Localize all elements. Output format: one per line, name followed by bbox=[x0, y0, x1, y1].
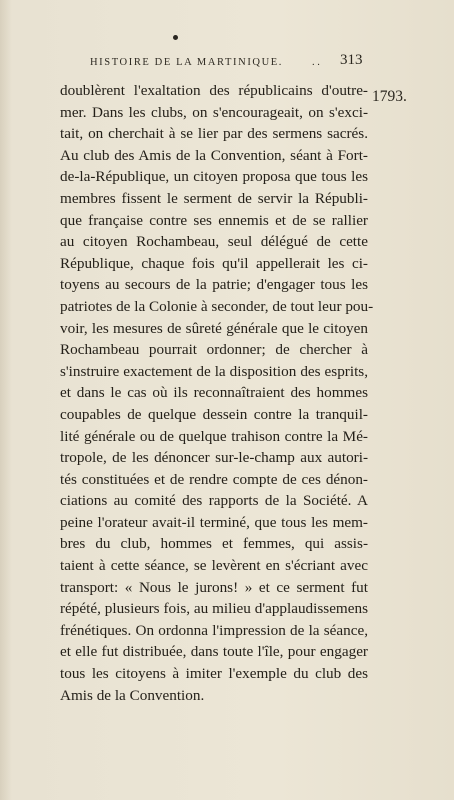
text-line: frénétiques. On ordonna l'impression de la séance, bbox=[60, 621, 368, 639]
margin-year: 1793. bbox=[372, 88, 407, 105]
text-line: mer. Dans les clubs, on s'encourageait, on s'exci- bbox=[60, 103, 368, 121]
text-line: que française contre ses ennemis et de se rallier bbox=[60, 211, 368, 229]
text-line: membres fissent le serment de servir la Républi- bbox=[60, 189, 368, 207]
body-text bbox=[60, 80, 374, 706]
text-line: taient à cette séance, se levèrent en s'écriant avec bbox=[60, 557, 368, 575]
text-line: transport: « Nous le jurons! » et ce serment fut bbox=[60, 578, 368, 596]
text-line: Amis de la Convention. bbox=[60, 686, 205, 704]
text-line: tés constituées et de rendre compte de ces dénon- bbox=[60, 470, 368, 488]
text-line: voir, les mesures de sûreté générale que le citoyen bbox=[60, 319, 368, 337]
text-line: République, chaque fois qu'il appellerait les ci- bbox=[60, 254, 368, 272]
text-line: coupables de quelque dessein contre la tranquil- bbox=[60, 405, 368, 423]
text-line: tait, on cherchait à se lier par des sermens sacrés. bbox=[60, 125, 368, 143]
text-line: ciations au comité des rapports de la Société. A bbox=[60, 492, 368, 510]
text-line: répété, plusieurs fois, au milieu d'applaudissemens bbox=[60, 600, 368, 618]
text-line: toyens au secours de la patrie; d'engager tous les bbox=[60, 276, 368, 294]
text-line: patriotes de la Colonie à seconder, de tout leur pou- bbox=[60, 297, 374, 315]
page-number: 313 bbox=[340, 52, 363, 68]
text-line: Rochambeau pourrait ordonner; de chercher à bbox=[60, 341, 368, 359]
header-dots: . . bbox=[312, 57, 320, 68]
text-line: et dans le cas où ils reconnaîtraient des hommes bbox=[60, 384, 368, 402]
text-line: lité générale ou de quelque trahison contre la Mé- bbox=[60, 427, 368, 445]
text-line: doublèrent l'exaltation des républicains d'outre- bbox=[60, 82, 368, 99]
text-line: s'instruire exactement de la disposition des esprits, bbox=[60, 362, 368, 380]
text-line: au citoyen Rochambeau, seul délégué de cette bbox=[60, 233, 368, 251]
text-line: tropole, de les dénoncer sur-le-champ aux autori- bbox=[60, 449, 368, 467]
text-line: de-la-République, un citoyen proposa que tous les bbox=[60, 168, 368, 186]
text-line: tous les citoyens à imiter l'exemple du club des bbox=[60, 665, 368, 683]
running-title: HISTOIRE DE LA MARTINIQUE. bbox=[90, 57, 284, 68]
text-line: peine l'orateur avait-il terminé, que tous les mem- bbox=[60, 513, 368, 531]
text-line: et elle fut distribuée, dans toute l'île, pour engager bbox=[60, 643, 368, 661]
text-line: bres du club, hommes et femmes, qui assis- bbox=[60, 535, 368, 553]
text-line: Au club des Amis de la Convention, séant à Fort- bbox=[60, 146, 368, 164]
ink-spot bbox=[173, 35, 178, 40]
